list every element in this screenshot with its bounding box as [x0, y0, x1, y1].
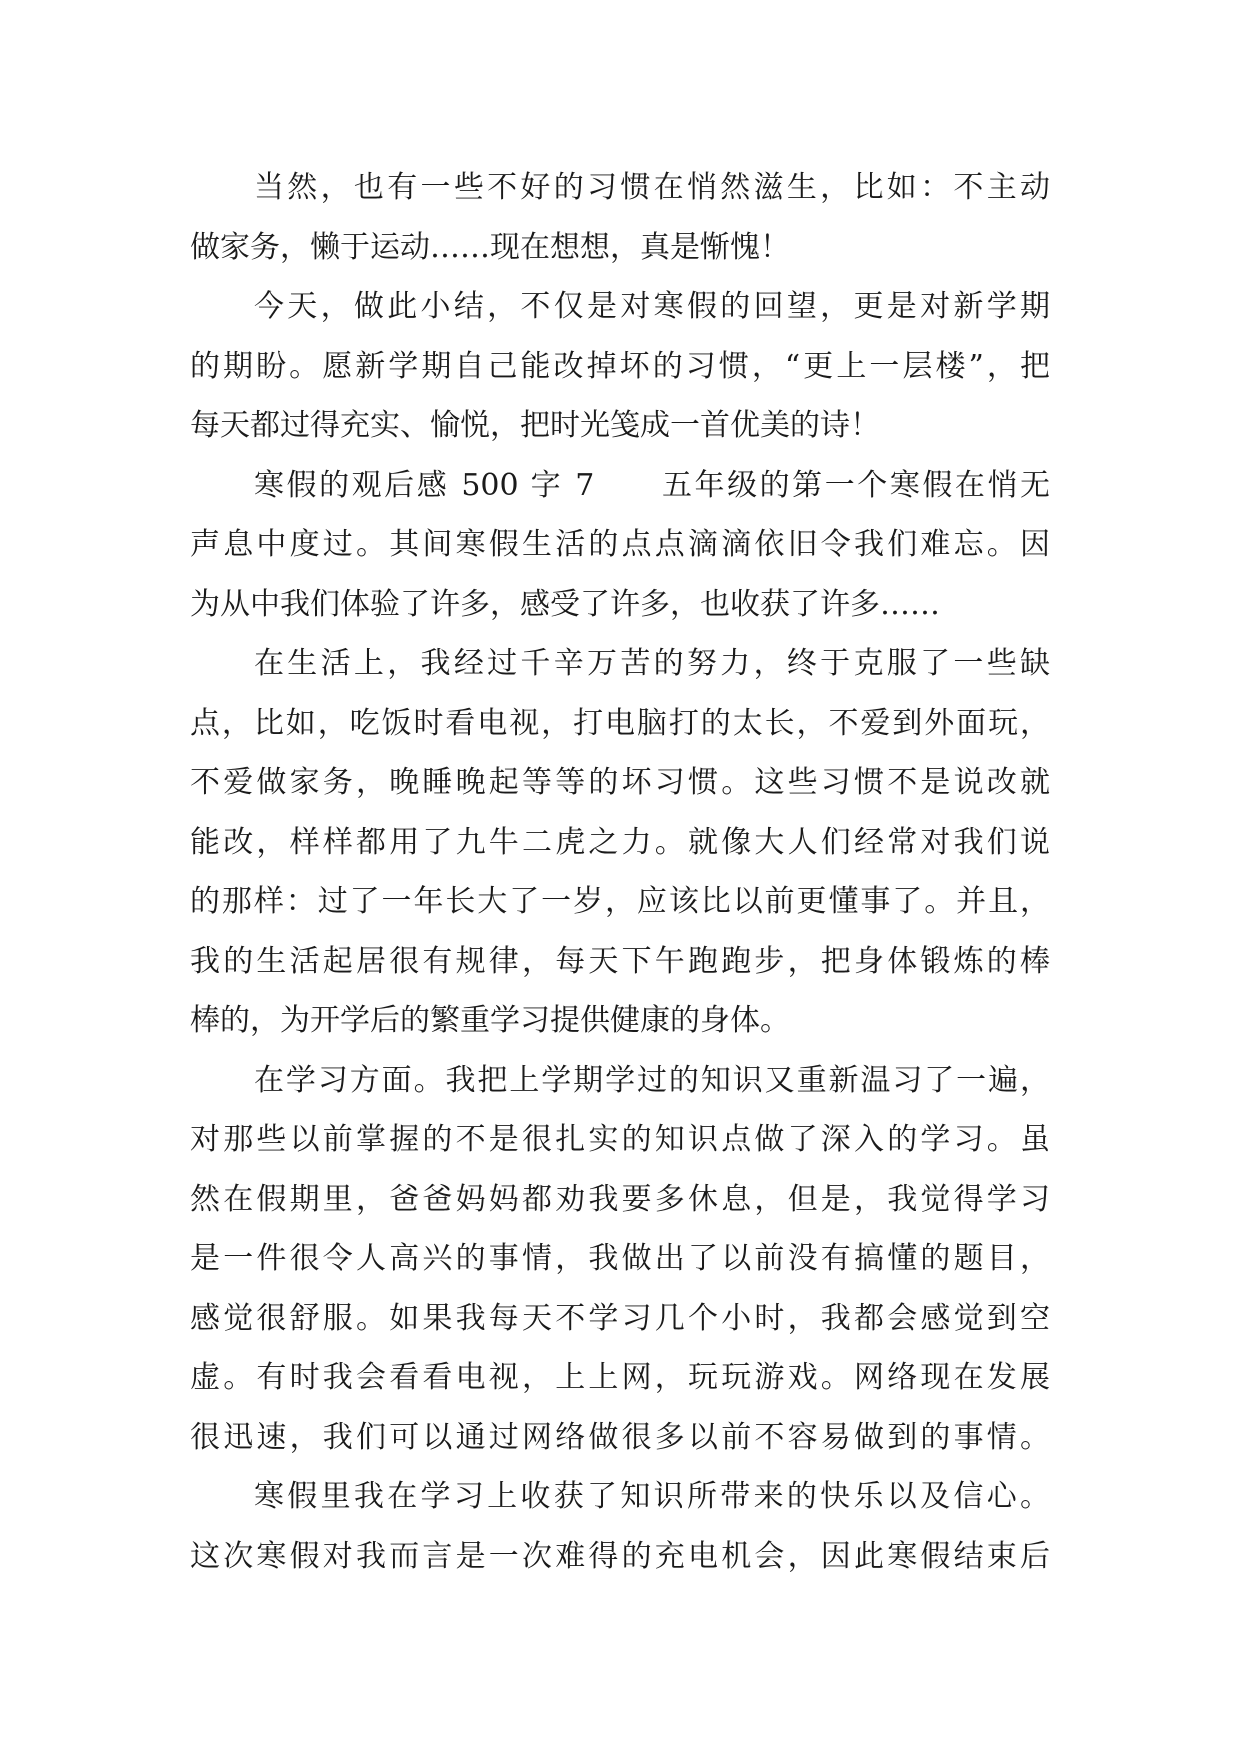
paragraph-first-line: 当然，也有一些不好的习惯在悄然滋生，比如：不主动 [254, 170, 1050, 205]
text-line: 点，比如，吃饭时看电视，打电脑打的太长，不爱到外面玩， [190, 705, 1050, 741]
text-line: 每天都过得充实、愉悦，把时光笺成一首优美的诗！ [190, 408, 880, 443]
text-line: 虚。有时我会看看电视，上上网，玩玩游戏。网络现在发展 [190, 1360, 1050, 1395]
text-line: 的那样：过了一年长大了一岁，应该比以前更懂事了。并且， [190, 884, 1050, 919]
text-line: 很迅速，我们可以通过网络做很多以前不容易做到的事情。 [190, 1419, 1050, 1455]
paragraph-first-line: 在生活上，我经过千辛万苦的努力，终于克服了一些缺 [254, 646, 1050, 681]
text-line: 这次寒假对我而言是一次难得的充电机会，因此寒假结束后 [190, 1538, 1050, 1574]
text-line: 然在假期里，爸爸妈妈都劝我要多休息，但是，我觉得学习 [190, 1181, 1050, 1217]
text-line: 我的生活起居很有规律，每天下午跑跑步，把身体锻炼的棒 [190, 943, 1050, 979]
text-line: 是一件很令人高兴的事情，我做出了以前没有搞懂的题目， [190, 1241, 1050, 1276]
paragraph-first-line: 今天，做此小结，不仅是对寒假的回望，更是对新学期 [254, 289, 1050, 324]
text-line: 为从中我们体验了许多，感受了许多，也收获了许多…… [190, 586, 940, 622]
text-line: 做家务，懒于运动……现在想想，真是惭愧！ [190, 229, 790, 265]
paragraph-first-line: 在学习方面。我把上学期学过的知识又重新温习了一遍， [254, 1062, 1050, 1098]
paragraph-first-line: 寒假的观后感 500 字 7 五年级的第一个寒假在悄无 [254, 467, 1050, 503]
paragraph-first-line: 寒假里我在学习上收获了知识所带来的快乐以及信心。 [254, 1479, 1050, 1514]
text-line: 能改，样样都用了九牛二虎之力。就像大人们经常对我们说 [190, 824, 1050, 860]
text-line: 对那些以前掌握的不是很扎实的知识点做了深入的学习。虽 [190, 1122, 1050, 1157]
text-line: 不爱做家务，晚睡晚起等等的坏习惯。这些习惯不是说改就 [190, 765, 1050, 800]
text-line: 声息中度过。其间寒假生活的点点滴滴依旧令我们难忘。因 [190, 527, 1050, 562]
text-line: 的期盼。愿新学期自己能改掉坏的习惯，“更上一层楼”，把 [190, 348, 1050, 384]
text-line: 感觉很舒服。如果我每天不学习几个小时，我都会感觉到空 [190, 1300, 1050, 1336]
document-body [190, 158, 1050, 1586]
text-line: 棒的，为开学后的繁重学习提供健康的身体。 [190, 1003, 790, 1038]
